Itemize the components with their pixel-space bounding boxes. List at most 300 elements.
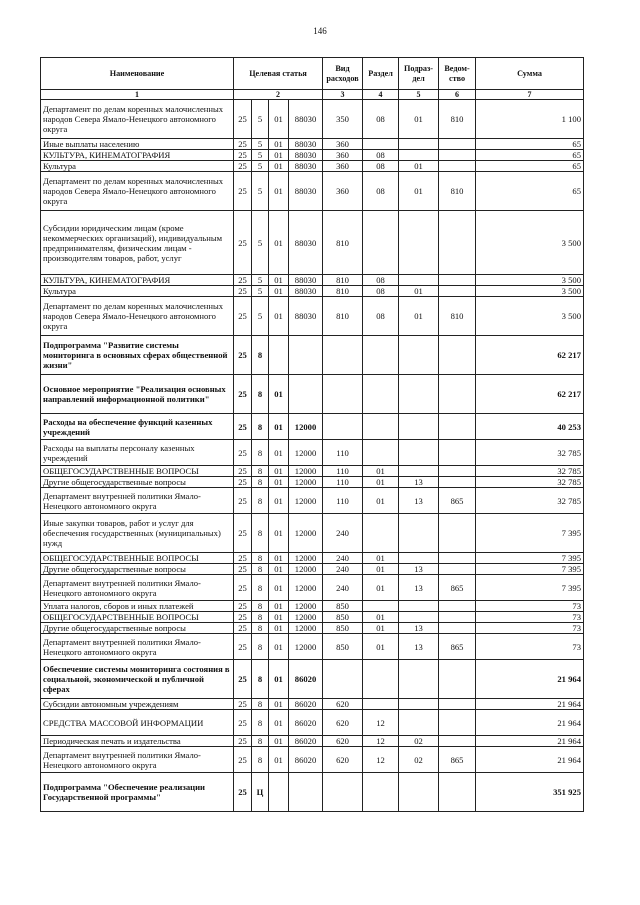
target-code-1: 25: [234, 375, 252, 414]
row-name: Департамент по делам коренных малочисленных народов Севера Ямало-Ненецкого автономного округа: [41, 172, 234, 211]
sum-value: 351 925: [476, 773, 584, 812]
target-code-1: 25: [234, 100, 252, 139]
podrazdel-value: 13: [399, 564, 439, 575]
target-code-4: 12000: [289, 623, 323, 634]
target-code-4: 86020: [289, 747, 323, 773]
header-vid: Вид расходов: [323, 58, 363, 90]
podrazdel-value: [399, 699, 439, 710]
target-code-2: 5: [252, 211, 269, 275]
podrazdel-value: 02: [399, 736, 439, 747]
target-code-2: 8: [252, 601, 269, 612]
vid-value: 620: [323, 736, 363, 747]
vid-value: 810: [323, 286, 363, 297]
target-code-3: 01: [269, 139, 289, 150]
table-row: [41, 564, 584, 575]
target-code-4: 12000: [289, 612, 323, 623]
row-name: Департамент по делам коренных малочисленных народов Севера Ямало-Ненецкого автономного округа: [41, 297, 234, 336]
sum-value: 3 500: [476, 286, 584, 297]
sum-value: 7 395: [476, 514, 584, 553]
target-code-1: 25: [234, 211, 252, 275]
column-number: 5: [399, 90, 439, 100]
target-code-3: 01: [269, 375, 289, 414]
vedomstvo-value: 865: [439, 575, 476, 601]
vid-value: 240: [323, 575, 363, 601]
table-row: [41, 612, 584, 623]
column-number: 1: [41, 90, 234, 100]
razdel-value: [363, 375, 399, 414]
vedomstvo-value: [439, 660, 476, 699]
table-row: [41, 275, 584, 286]
target-code-4: 88030: [289, 150, 323, 161]
target-code-4: 86020: [289, 660, 323, 699]
target-code-3: 01: [269, 623, 289, 634]
table-row: [41, 575, 584, 601]
vedomstvo-value: [439, 150, 476, 161]
vedomstvo-value: [439, 466, 476, 477]
row-name: Субсидии юридическим лицам (кроме некоммерческих организаций), индивидуальным предпринимателям, физическим лицам - производителям товаров, работ, услуг: [41, 211, 234, 275]
razdel-value: 12: [363, 736, 399, 747]
vid-value: 850: [323, 634, 363, 660]
table-row: [41, 150, 584, 161]
sum-value: 73: [476, 623, 584, 634]
razdel-value: 01: [363, 623, 399, 634]
table-row: [41, 699, 584, 710]
vedomstvo-value: 865: [439, 634, 476, 660]
target-code-3: 01: [269, 660, 289, 699]
razdel-value: 01: [363, 553, 399, 564]
vedomstvo-value: [439, 139, 476, 150]
column-number: 3: [323, 90, 363, 100]
razdel-value: 01: [363, 612, 399, 623]
razdel-value: 08: [363, 275, 399, 286]
target-code-2: 8: [252, 736, 269, 747]
target-code-4: 86020: [289, 710, 323, 736]
vedomstvo-value: 810: [439, 100, 476, 139]
podrazdel-value: 01: [399, 100, 439, 139]
row-name: Иные выплаты населению: [41, 139, 234, 150]
razdel-value: 01: [363, 564, 399, 575]
target-code-3: 01: [269, 736, 289, 747]
vedomstvo-value: 810: [439, 172, 476, 211]
vid-value: 850: [323, 601, 363, 612]
target-code-2: 8: [252, 634, 269, 660]
sum-value: 62 217: [476, 336, 584, 375]
target-code-3: 01: [269, 710, 289, 736]
vedomstvo-value: [439, 736, 476, 747]
row-name: Расходы на обеспечение функций казенных учреждений: [41, 414, 234, 440]
table-row: [41, 773, 584, 812]
sum-value: 7 395: [476, 564, 584, 575]
target-code-3: 01: [269, 634, 289, 660]
vedomstvo-value: 810: [439, 297, 476, 336]
row-name: КУЛЬТУРА, КИНЕМАТОГРАФИЯ: [41, 275, 234, 286]
vedomstvo-value: [439, 336, 476, 375]
sum-value: 3 500: [476, 297, 584, 336]
table-row: [41, 466, 584, 477]
target-code-2: 8: [252, 710, 269, 736]
target-code-1: 25: [234, 275, 252, 286]
column-number: 6: [439, 90, 476, 100]
table-row: [41, 477, 584, 488]
target-code-1: 25: [234, 660, 252, 699]
podrazdel-value: [399, 601, 439, 612]
target-code-4: 86020: [289, 699, 323, 710]
target-code-3: 01: [269, 275, 289, 286]
page-number: 146: [313, 26, 327, 36]
razdel-value: 01: [363, 634, 399, 660]
podrazdel-value: [399, 710, 439, 736]
target-code-1: 25: [234, 139, 252, 150]
target-code-1: 25: [234, 575, 252, 601]
table-row: [41, 211, 584, 275]
row-name: Департамент внутренней политики Ямало-Ненецкого автономного округа: [41, 634, 234, 660]
header-summa: Сумма: [476, 58, 584, 90]
sum-value: 32 785: [476, 488, 584, 514]
razdel-value: 08: [363, 161, 399, 172]
header-vedomstvo: Ведом-ство: [439, 58, 476, 90]
column-number-row: [41, 90, 584, 100]
target-code-4: 88030: [289, 172, 323, 211]
row-name: Культура: [41, 161, 234, 172]
row-name: Департамент по делам коренных малочисленных народов Севера Ямало-Ненецкого автономного округа: [41, 100, 234, 139]
vid-value: 110: [323, 466, 363, 477]
podrazdel-value: 01: [399, 161, 439, 172]
target-code-3: 01: [269, 440, 289, 466]
target-code-3: 01: [269, 488, 289, 514]
sum-value: 21 964: [476, 710, 584, 736]
vid-value: 110: [323, 477, 363, 488]
target-code-2: 8: [252, 375, 269, 414]
budget-table: [40, 57, 584, 812]
target-code-1: 25: [234, 161, 252, 172]
podrazdel-value: [399, 466, 439, 477]
vedomstvo-value: [439, 773, 476, 812]
row-name: Периодическая печать и издательства: [41, 736, 234, 747]
table-row: [41, 414, 584, 440]
table-row: [41, 100, 584, 139]
column-number: 2: [234, 90, 323, 100]
target-code-1: 25: [234, 736, 252, 747]
target-code-1: 25: [234, 623, 252, 634]
razdel-value: [363, 440, 399, 466]
target-code-1: 25: [234, 699, 252, 710]
target-code-1: 25: [234, 612, 252, 623]
podrazdel-value: 13: [399, 634, 439, 660]
target-code-1: 25: [234, 286, 252, 297]
vedomstvo-value: [439, 275, 476, 286]
razdel-value: 08: [363, 297, 399, 336]
target-code-4: [289, 773, 323, 812]
target-code-2: 5: [252, 100, 269, 139]
podrazdel-value: [399, 375, 439, 414]
target-code-2: 8: [252, 660, 269, 699]
sum-value: 62 217: [476, 375, 584, 414]
razdel-value: [363, 336, 399, 375]
podrazdel-value: [399, 773, 439, 812]
table-row: [41, 553, 584, 564]
table-row: [41, 623, 584, 634]
row-name: Подпрограмма "Обеспечение реализации Государственной программы": [41, 773, 234, 812]
target-code-2: 8: [252, 575, 269, 601]
vid-value: [323, 336, 363, 375]
podrazdel-value: 13: [399, 488, 439, 514]
sum-value: 21 964: [476, 699, 584, 710]
header-row: [41, 58, 584, 90]
header-podrazdel: Подраз-дел: [399, 58, 439, 90]
target-code-2: 8: [252, 623, 269, 634]
target-code-4: 86020: [289, 736, 323, 747]
vid-value: 620: [323, 710, 363, 736]
razdel-value: 01: [363, 488, 399, 514]
razdel-value: [363, 139, 399, 150]
razdel-value: [363, 211, 399, 275]
vedomstvo-value: [439, 286, 476, 297]
vedomstvo-value: [439, 161, 476, 172]
table-row: [41, 601, 584, 612]
target-code-2: 5: [252, 150, 269, 161]
header-target: Целевая статья: [234, 58, 323, 90]
podrazdel-value: 13: [399, 477, 439, 488]
target-code-2: 8: [252, 564, 269, 575]
target-code-2: 8: [252, 414, 269, 440]
target-code-4: 12000: [289, 553, 323, 564]
target-code-3: 01: [269, 553, 289, 564]
row-name: Департамент внутренней политики Ямало-Ненецкого автономного округа: [41, 747, 234, 773]
target-code-2: 8: [252, 336, 269, 375]
row-name: Другие общегосударственные вопросы: [41, 564, 234, 575]
razdel-value: 12: [363, 710, 399, 736]
row-name: СРЕДСТВА МАССОВОЙ ИНФОРМАЦИИ: [41, 710, 234, 736]
vid-value: 350: [323, 100, 363, 139]
table-row: [41, 634, 584, 660]
table-row: [41, 139, 584, 150]
target-code-4: 12000: [289, 414, 323, 440]
podrazdel-value: [399, 139, 439, 150]
table-row: [41, 747, 584, 773]
target-code-3: 01: [269, 286, 289, 297]
row-name: Уплата налогов, сборов и иных платежей: [41, 601, 234, 612]
vid-value: [323, 414, 363, 440]
target-code-2: 5: [252, 297, 269, 336]
table-row: [41, 161, 584, 172]
target-code-2: 8: [252, 477, 269, 488]
target-code-4: 12000: [289, 440, 323, 466]
razdel-value: 01: [363, 466, 399, 477]
table-row: [41, 514, 584, 553]
target-code-4: 88030: [289, 161, 323, 172]
razdel-value: 01: [363, 575, 399, 601]
sum-value: 21 964: [476, 747, 584, 773]
vid-value: [323, 660, 363, 699]
target-code-4: 88030: [289, 275, 323, 286]
razdel-value: 12: [363, 747, 399, 773]
target-code-3: [269, 773, 289, 812]
target-code-4: 12000: [289, 477, 323, 488]
razdel-value: [363, 773, 399, 812]
target-code-3: 01: [269, 297, 289, 336]
row-name: Расходы на выплаты персоналу казенных учреждений: [41, 440, 234, 466]
header-razdel: Раздел: [363, 58, 399, 90]
target-code-3: 01: [269, 514, 289, 553]
target-code-1: 25: [234, 150, 252, 161]
table-row: [41, 440, 584, 466]
target-code-4: 12000: [289, 601, 323, 612]
target-code-2: 8: [252, 553, 269, 564]
podrazdel-value: 13: [399, 623, 439, 634]
target-code-4: 12000: [289, 488, 323, 514]
razdel-value: [363, 601, 399, 612]
sum-value: 65: [476, 150, 584, 161]
sum-value: 21 964: [476, 736, 584, 747]
target-code-2: 8: [252, 747, 269, 773]
table-row: [41, 172, 584, 211]
podrazdel-value: [399, 514, 439, 553]
row-name: ОБЩЕГОСУДАРСТВЕННЫЕ ВОПРОСЫ: [41, 553, 234, 564]
target-code-1: 25: [234, 514, 252, 553]
sum-value: 73: [476, 634, 584, 660]
target-code-3: 01: [269, 161, 289, 172]
target-code-4: 12000: [289, 564, 323, 575]
vid-value: 110: [323, 440, 363, 466]
target-code-1: 25: [234, 414, 252, 440]
podrazdel-value: [399, 553, 439, 564]
vid-value: [323, 375, 363, 414]
vedomstvo-value: [439, 612, 476, 623]
target-code-3: [269, 336, 289, 375]
target-code-1: 25: [234, 747, 252, 773]
vid-value: 360: [323, 150, 363, 161]
target-code-1: 25: [234, 440, 252, 466]
row-name: ОБЩЕГОСУДАРСТВЕННЫЕ ВОПРОСЫ: [41, 466, 234, 477]
table-row: [41, 297, 584, 336]
podrazdel-value: 01: [399, 172, 439, 211]
target-code-2: 5: [252, 161, 269, 172]
column-number: 4: [363, 90, 399, 100]
target-code-4: 88030: [289, 297, 323, 336]
vid-value: 850: [323, 623, 363, 634]
target-code-1: 25: [234, 297, 252, 336]
vedomstvo-value: [439, 375, 476, 414]
target-code-2: 8: [252, 514, 269, 553]
vedomstvo-value: [439, 699, 476, 710]
vid-value: 620: [323, 699, 363, 710]
table-row: [41, 336, 584, 375]
sum-value: 65: [476, 161, 584, 172]
table-row: [41, 375, 584, 414]
razdel-value: 08: [363, 100, 399, 139]
sum-value: 65: [476, 139, 584, 150]
vedomstvo-value: [439, 211, 476, 275]
podrazdel-value: 02: [399, 747, 439, 773]
razdel-value: [363, 660, 399, 699]
table-row: [41, 660, 584, 699]
sum-value: 21 964: [476, 660, 584, 699]
target-code-4: 12000: [289, 466, 323, 477]
target-code-4: 12000: [289, 575, 323, 601]
target-code-4: 88030: [289, 100, 323, 139]
vid-value: 850: [323, 612, 363, 623]
target-code-3: 01: [269, 575, 289, 601]
target-code-4: [289, 336, 323, 375]
table-row: [41, 710, 584, 736]
razdel-value: 08: [363, 286, 399, 297]
target-code-3: 01: [269, 612, 289, 623]
vedomstvo-value: [439, 710, 476, 736]
vedomstvo-value: 865: [439, 488, 476, 514]
row-name: Департамент внутренней политики Ямало-Ненецкого автономного округа: [41, 488, 234, 514]
row-name: Основное мероприятие "Реализация основных направлений информационной политики": [41, 375, 234, 414]
target-code-1: 25: [234, 601, 252, 612]
row-name: Иные закупки товаров, работ и услуг для обеспечения государственных (муниципальных) нужд: [41, 514, 234, 553]
header-name: Наименование: [41, 58, 234, 90]
target-code-3: 01: [269, 211, 289, 275]
vid-value: 240: [323, 514, 363, 553]
row-name: Обеспечение системы мониторинга состояния в социальной, экономической и публичной сферах: [41, 660, 234, 699]
target-code-2: 8: [252, 466, 269, 477]
razdel-value: [363, 414, 399, 440]
row-name: Субсидии автономным учреждениям: [41, 699, 234, 710]
sum-value: 40 253: [476, 414, 584, 440]
vedomstvo-value: [439, 440, 476, 466]
target-code-4: [289, 375, 323, 414]
target-code-3: 01: [269, 466, 289, 477]
podrazdel-value: [399, 275, 439, 286]
podrazdel-value: 01: [399, 297, 439, 336]
target-code-4: 88030: [289, 286, 323, 297]
target-code-3: 01: [269, 150, 289, 161]
vedomstvo-value: [439, 414, 476, 440]
vedomstvo-value: 865: [439, 747, 476, 773]
table-row: [41, 286, 584, 297]
target-code-3: 01: [269, 477, 289, 488]
target-code-1: 25: [234, 710, 252, 736]
razdel-value: 01: [363, 477, 399, 488]
row-name: Другие общегосударственные вопросы: [41, 623, 234, 634]
sum-value: 73: [476, 601, 584, 612]
row-name: Другие общегосударственные вопросы: [41, 477, 234, 488]
target-code-2: 5: [252, 139, 269, 150]
podrazdel-value: [399, 336, 439, 375]
target-code-4: 12000: [289, 634, 323, 660]
vid-value: 620: [323, 747, 363, 773]
podrazdel-value: [399, 150, 439, 161]
razdel-value: [363, 514, 399, 553]
target-code-4: 88030: [289, 211, 323, 275]
sum-value: 3 500: [476, 275, 584, 286]
vid-value: 810: [323, 275, 363, 286]
table-row: [41, 488, 584, 514]
vid-value: 810: [323, 211, 363, 275]
sum-value: 32 785: [476, 440, 584, 466]
target-code-3: 01: [269, 414, 289, 440]
vid-value: 110: [323, 488, 363, 514]
target-code-1: 25: [234, 488, 252, 514]
target-code-1: 25: [234, 477, 252, 488]
podrazdel-value: [399, 660, 439, 699]
row-name: Подпрограмма "Развитие системы мониторинга в основных сферах общественной жизни": [41, 336, 234, 375]
sum-value: 73: [476, 612, 584, 623]
row-name: ОБЩЕГОСУДАРСТВЕННЫЕ ВОПРОСЫ: [41, 612, 234, 623]
target-code-2: 8: [252, 699, 269, 710]
vid-value: 240: [323, 553, 363, 564]
vid-value: 360: [323, 139, 363, 150]
target-code-2: 8: [252, 488, 269, 514]
sum-value: 7 395: [476, 575, 584, 601]
target-code-2: 5: [252, 275, 269, 286]
row-name: КУЛЬТУРА, КИНЕМАТОГРАФИЯ: [41, 150, 234, 161]
sum-value: 32 785: [476, 466, 584, 477]
row-name: Департамент внутренней политики Ямало-Ненецкого автономного округа: [41, 575, 234, 601]
